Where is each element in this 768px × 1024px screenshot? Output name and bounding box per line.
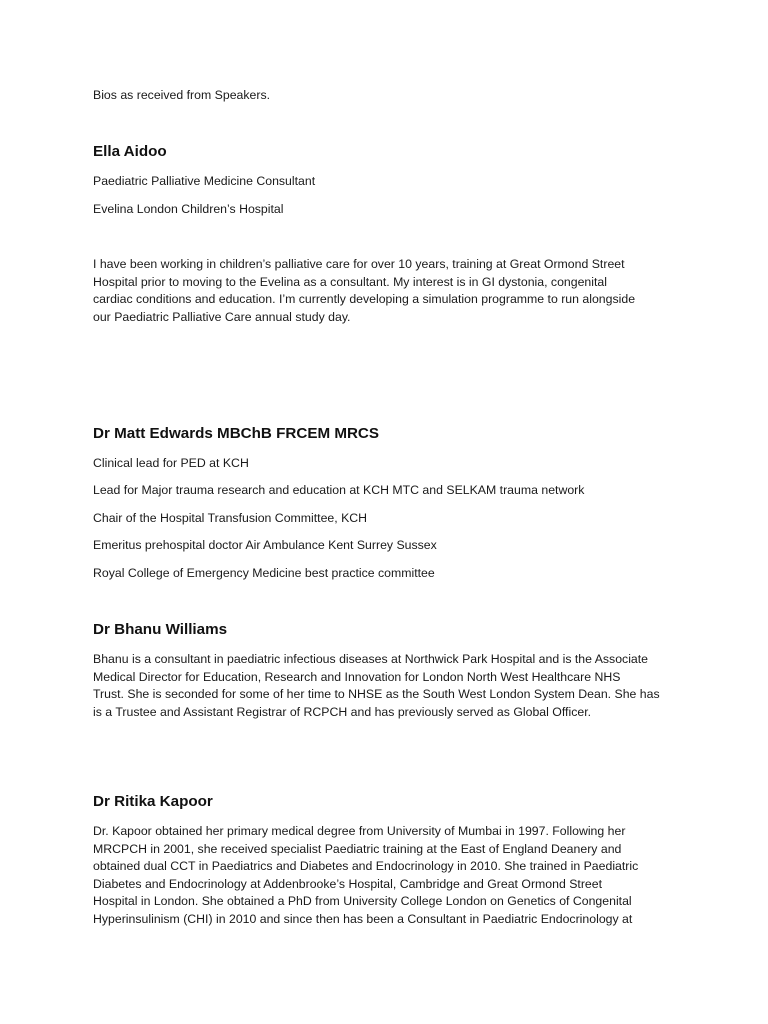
bio-line: obtained dual CCT in Paediatrics and Diabetes and Endocrinology in 2010. She trained in Paediatric [93, 859, 639, 874]
speaker-role: Evelina London Children’s Hospital [93, 202, 284, 216]
speaker-bio [93, 651, 683, 721]
speaker-name-ritika-kapoor: Dr Ritika Kapoor [93, 793, 213, 810]
speaker-bio [93, 256, 683, 326]
bio-line: cardiac conditions and education. I’m currently developing a simulation programme to run alongside [93, 292, 636, 307]
speaker-role: Royal College of Emergency Medicine best practice committee [93, 566, 435, 580]
intro-text: Bios as received from Speakers. [93, 88, 271, 102]
bio-line: Diabetes and Endocrinology at Addenbrooke’s Hospital, Cambridge and Great Ormond Street [93, 876, 603, 891]
bio-line: is a Trustee and Assistant Registrar of RCPCH and has previously served as Global Officer. [93, 704, 592, 719]
speaker-role: Lead for Major trauma research and education at KCH MTC and SELKAM trauma network [93, 483, 585, 497]
bio-line: I have been working in children’s palliative care for over 10 years, training at Great Ormond Street [93, 257, 625, 271]
bio-line: Hospital in London. She obtained a PhD from University College London on Genetics of Congenital [93, 894, 632, 909]
bio-line: Hyperinsulinism (CHI) in 2010 and since then has been a Consultant in Paediatric Endocrinology at [93, 911, 633, 926]
bio-line: Bhanu is a consultant in paediatric infectious diseases at Northwick Park Hospital and is the Associate [93, 652, 649, 666]
bio-line: Hospital prior to moving to the Evelina as a consultant. My interest is in GI dystonia, congenital [93, 274, 607, 289]
speaker-role: Emeritus prehospital doctor Air Ambulance Kent Surrey Sussex [93, 538, 437, 552]
bio-line: Medical Director for Education, Research and Innovation for London North West Healthcare NHS [93, 669, 621, 684]
speaker-role: Clinical lead for PED at KCH [93, 456, 249, 470]
bio-line: Trust. She is seconded for some of her time to NHSE as the South West London System Dean. She has [93, 687, 660, 702]
speaker-role: Paediatric Palliative Medicine Consultant [93, 174, 316, 188]
bio-line: MRCPCH in 2001, she received specialist Paediatric training at the East of England Deanery and [93, 841, 622, 856]
speaker-name-bhanu-williams: Dr Bhanu Williams [93, 621, 228, 638]
bio-line: Dr. Kapoor obtained her primary medical degree from University of Mumbai in 1997. Following her [93, 824, 626, 838]
speaker-name-matt-edwards: Dr Matt Edwards MBChB FRCEM MRCS [93, 425, 380, 442]
speaker-role: Chair of the Hospital Transfusion Committee, KCH [93, 511, 368, 525]
bio-line: our Paediatric Palliative Care annual study day. [93, 309, 351, 324]
speaker-bio [93, 823, 683, 929]
speaker-name-ella-aidoo: Ella Aidoo [93, 143, 167, 160]
